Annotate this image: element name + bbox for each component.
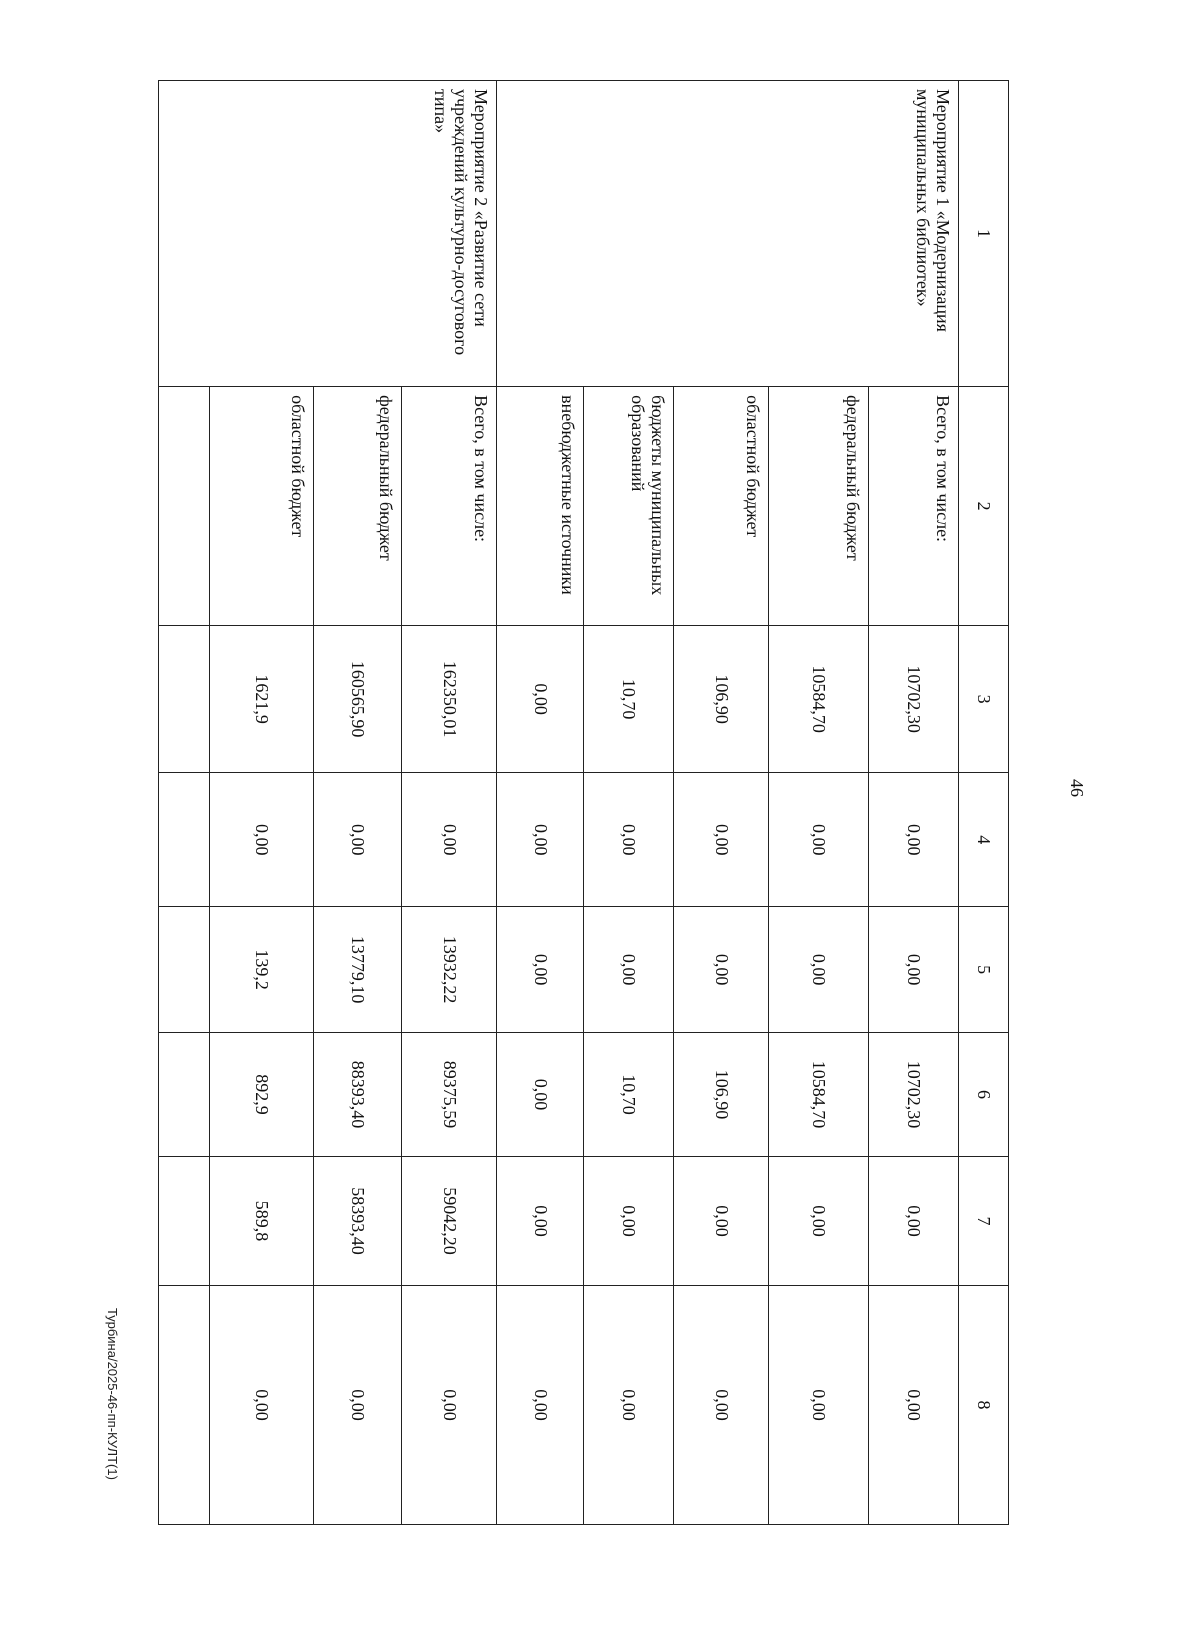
value-cell — [159, 626, 210, 773]
event-name-cell: Мероприятие 2 «Развитие сети учреждений культурно-досугового типа» — [159, 81, 497, 387]
col-header-1: 1 — [959, 81, 1009, 387]
value-cell: 0,00 — [497, 626, 584, 773]
document-footer: Турбина/2025-46-пп-КУЛТ(1) — [105, 1308, 120, 1480]
value-cell: 0,00 — [497, 1157, 584, 1286]
value-cell — [159, 1032, 210, 1156]
value-cell: 0,00 — [869, 1157, 959, 1286]
value-cell: 59042,20 — [402, 1157, 497, 1286]
budget-table-rotated — [159, 80, 1009, 1525]
value-cell: 0,00 — [769, 773, 869, 907]
col-header-7: 7 — [959, 1157, 1009, 1286]
col-header-4: 4 — [959, 773, 1009, 907]
value-cell: 0,00 — [584, 773, 674, 907]
col-header-6: 6 — [959, 1032, 1009, 1156]
value-cell: 10,70 — [584, 1032, 674, 1156]
col-header-3: 3 — [959, 626, 1009, 773]
value-cell — [159, 1157, 210, 1286]
col-header-5: 5 — [959, 907, 1009, 1032]
budget-table — [158, 80, 1009, 1525]
value-cell: 139,2 — [210, 907, 314, 1032]
value-cell — [159, 1285, 210, 1524]
header-row — [959, 81, 1009, 1525]
value-cell: 58393,40 — [314, 1157, 402, 1286]
value-cell: 0,00 — [497, 1285, 584, 1524]
value-cell — [159, 907, 210, 1032]
value-cell: 10,70 — [584, 626, 674, 773]
value-cell: 0,00 — [210, 773, 314, 907]
value-cell: 0,00 — [869, 1285, 959, 1524]
value-cell: 0,00 — [584, 1157, 674, 1286]
value-cell: 0,00 — [674, 907, 769, 1032]
value-cell: 1621,9 — [210, 626, 314, 773]
value-cell: 0,00 — [674, 1157, 769, 1286]
funding-source-cell: Всего, в том числе: — [869, 387, 959, 626]
value-cell: 13932,22 — [402, 907, 497, 1032]
page-number: 46 — [1067, 779, 1087, 797]
value-cell: 10702,30 — [869, 1032, 959, 1156]
funding-source-cell: Всего, в том числе: — [402, 387, 497, 626]
value-cell: 892,9 — [210, 1032, 314, 1156]
value-cell: 0,00 — [497, 773, 584, 907]
funding-source-cell: областной бюджет — [674, 387, 769, 626]
value-cell: 162350,01 — [402, 626, 497, 773]
value-cell: 0,00 — [769, 907, 869, 1032]
value-cell: 106,90 — [674, 1032, 769, 1156]
col-header-2: 2 — [959, 387, 1009, 626]
value-cell: 0,00 — [769, 1285, 869, 1524]
value-cell: 0,00 — [210, 1285, 314, 1524]
value-cell: 0,00 — [497, 907, 584, 1032]
value-cell: 106,90 — [674, 626, 769, 773]
value-cell: 0,00 — [314, 773, 402, 907]
value-cell: 13779,10 — [314, 907, 402, 1032]
value-cell: 160565,90 — [314, 626, 402, 773]
value-cell: 0,00 — [674, 773, 769, 907]
value-cell: 10702,30 — [869, 626, 959, 773]
table-row — [869, 81, 959, 1525]
value-cell: 0,00 — [674, 1285, 769, 1524]
col-header-8: 8 — [959, 1285, 1009, 1524]
funding-source-cell — [159, 387, 210, 626]
value-cell: 589,8 — [210, 1157, 314, 1286]
funding-source-cell: федеральный бюджет — [314, 387, 402, 626]
value-cell: 0,00 — [869, 907, 959, 1032]
value-cell: 10584,70 — [769, 1032, 869, 1156]
value-cell — [159, 773, 210, 907]
funding-source-cell: бюджеты муниципальных образований — [584, 387, 674, 626]
table-row — [402, 81, 497, 1525]
value-cell: 0,00 — [584, 907, 674, 1032]
value-cell: 0,00 — [497, 1032, 584, 1156]
value-cell: 0,00 — [584, 1285, 674, 1524]
value-cell: 89375,59 — [402, 1032, 497, 1156]
value-cell: 0,00 — [869, 773, 959, 907]
value-cell: 0,00 — [402, 773, 497, 907]
value-cell: 0,00 — [402, 1285, 497, 1524]
funding-source-cell: областной бюджет — [210, 387, 314, 626]
value-cell: 0,00 — [314, 1285, 402, 1524]
value-cell: 88393,40 — [314, 1032, 402, 1156]
value-cell: 0,00 — [769, 1157, 869, 1286]
value-cell: 10584,70 — [769, 626, 869, 773]
funding-source-cell: федеральный бюджет — [769, 387, 869, 626]
event-name-cell: Мероприятие 1 «Модернизация муниципальных библиотек» — [497, 81, 959, 387]
funding-source-cell: внебюджетные источники — [497, 387, 584, 626]
